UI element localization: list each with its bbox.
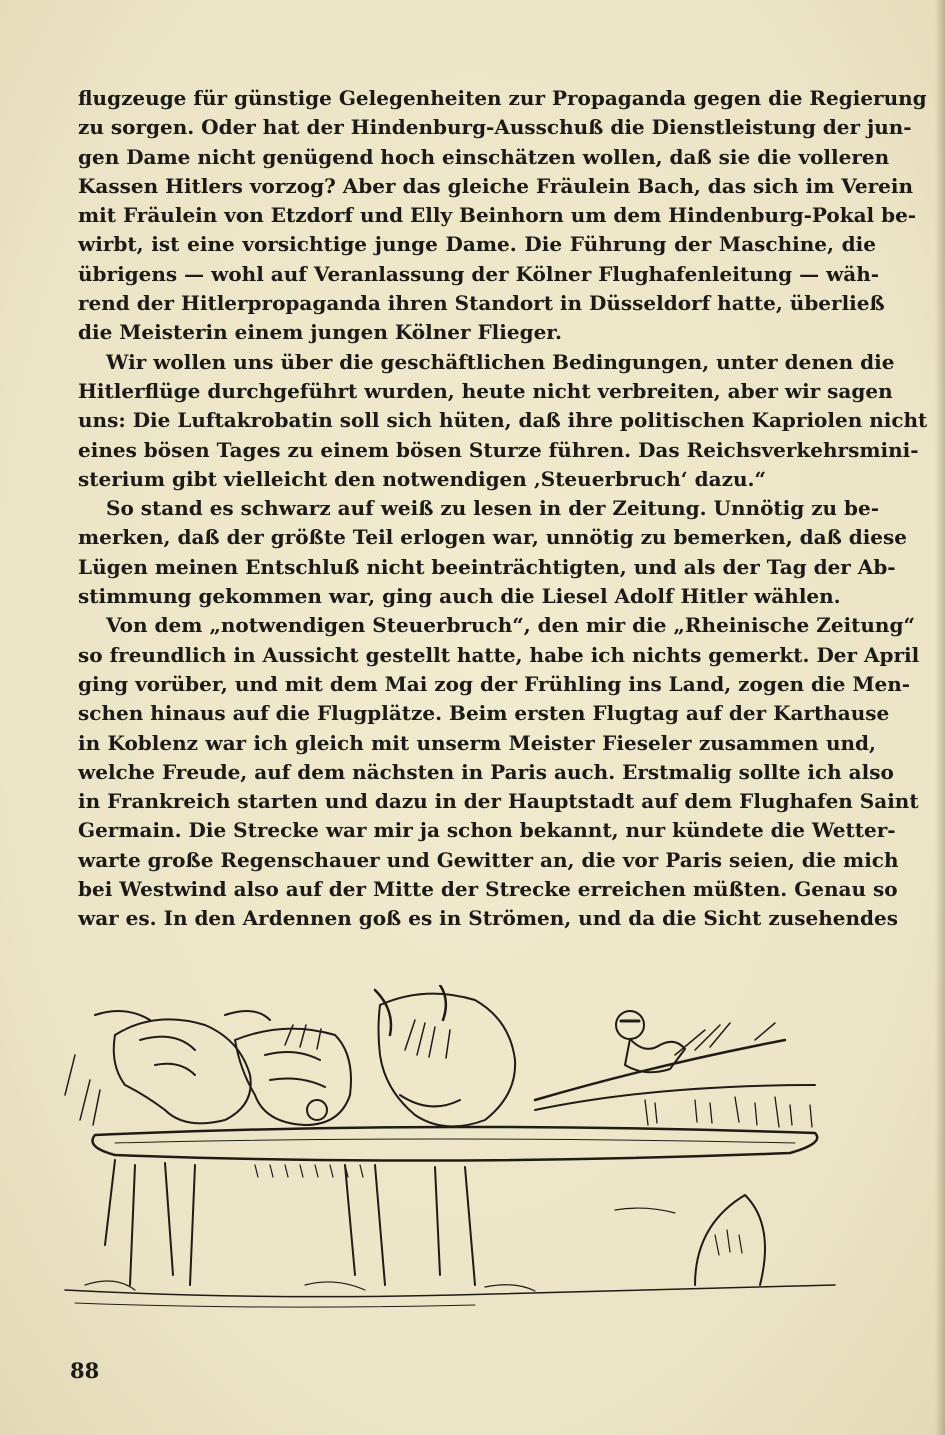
body-text xyxy=(78,84,928,934)
text-line: So stand es schwarz auf weiß zu lesen in der Zeitung. Unnötig zu be- xyxy=(106,496,880,521)
text-line: Wir wollen uns über die geschäftlichen Bedingungen, unter denen die xyxy=(106,349,895,374)
text-line: Germain. Die Strecke war mir ja schon bekannt, nur kündete die Wetter- xyxy=(78,818,896,843)
text-line: stimmung gekommen war, ging auch die Liesel Adolf Hitler wählen. xyxy=(78,584,841,609)
text-line: in Frankreich starten und dazu in der Hauptstadt auf dem Flughafen Saint xyxy=(78,789,919,814)
text-line: übrigens — wohl auf Veranlassung der Kölner Flughafenleitung — wäh- xyxy=(78,261,880,286)
text-line: Kassen Hitlers vorzog? Aber das gleiche Fräulein Bach, das sich im Verein xyxy=(78,173,914,198)
text-line: sterium gibt vielleicht den notwendigen ‚Steuerbruch‘ dazu.“ xyxy=(78,466,766,491)
text-line: mit Fräulein von Etzdorf und Elly Beinhorn um dem Hindenburg-Pokal be- xyxy=(78,203,917,228)
text-line: schen hinaus auf die Flugplätze. Beim ersten Flugtag auf der Karthause xyxy=(78,701,890,726)
cows-and-plane-illustration xyxy=(55,985,885,1325)
page-number: 88 xyxy=(70,1358,100,1383)
text-line: bei Westwind also auf der Mitte der Strecke erreichen müßten. Genau so xyxy=(78,877,898,902)
text-line: rend der Hitlerpropaganda ihren Standort in Düsseldorf hatte, überließ xyxy=(78,291,885,316)
text-line: Hitlerflüge durchgeführt wurden, heute nicht verbreiten, aber wir sagen xyxy=(78,378,893,403)
text-line: so freundlich in Aussicht gestellt hatte, habe ich nichts gemerkt. Der April xyxy=(78,642,920,667)
text-line: Lügen meinen Entschluß nicht beeinträchtigten, und als der Tag der Ab- xyxy=(78,554,896,579)
text-line: Von dem „notwendigen Steuerbruch“, den mir die „Rheinische Zeitung“ xyxy=(106,613,915,638)
text-line: in Koblenz war ich gleich mit unserm Meister Fieseler zusammen und, xyxy=(78,730,876,755)
text-line: warte große Regenschauer und Gewitter an, die vor Paris seien, die mich xyxy=(78,847,899,872)
text-line: eines bösen Tages zu einem bösen Sturze führen. Das Reichsverkehrsmini- xyxy=(78,437,919,462)
page-edge-shadow xyxy=(935,0,945,1435)
text-line: wirbt, ist eine vorsichtige junge Dame. Die Führung der Maschine, die xyxy=(78,232,876,257)
text-line: flugzeuge für günstige Gelegenheiten zur Propaganda gegen die Regierung xyxy=(78,86,927,110)
text-line: merken, daß der größte Teil erlogen war, unnötig zu bemerken, daß diese xyxy=(78,525,908,550)
text-line: ging vorüber, und mit dem Mai zog der Frühling ins Land, zogen die Men- xyxy=(78,671,911,696)
text-line: welche Freude, auf dem nächsten in Paris auch. Erstmalig sollte ich also xyxy=(78,759,894,784)
text-line: uns: Die Luftakrobatin soll sich hüten, daß ihre politischen Kapriolen nicht xyxy=(78,408,928,433)
text-line: war es. In den Ardennen goß es in Strömen, und da die Sicht zusehendes xyxy=(78,906,898,931)
text-line: gen Dame nicht genügend hoch einschätzen wollen, daß sie die volleren xyxy=(78,144,890,169)
text-line: zu sorgen. Oder hat der Hindenburg-Ausschuß die Dienstleistung der jun- xyxy=(78,115,912,140)
text-line: die Meisterin einem jungen Kölner Flieger. xyxy=(78,320,562,345)
